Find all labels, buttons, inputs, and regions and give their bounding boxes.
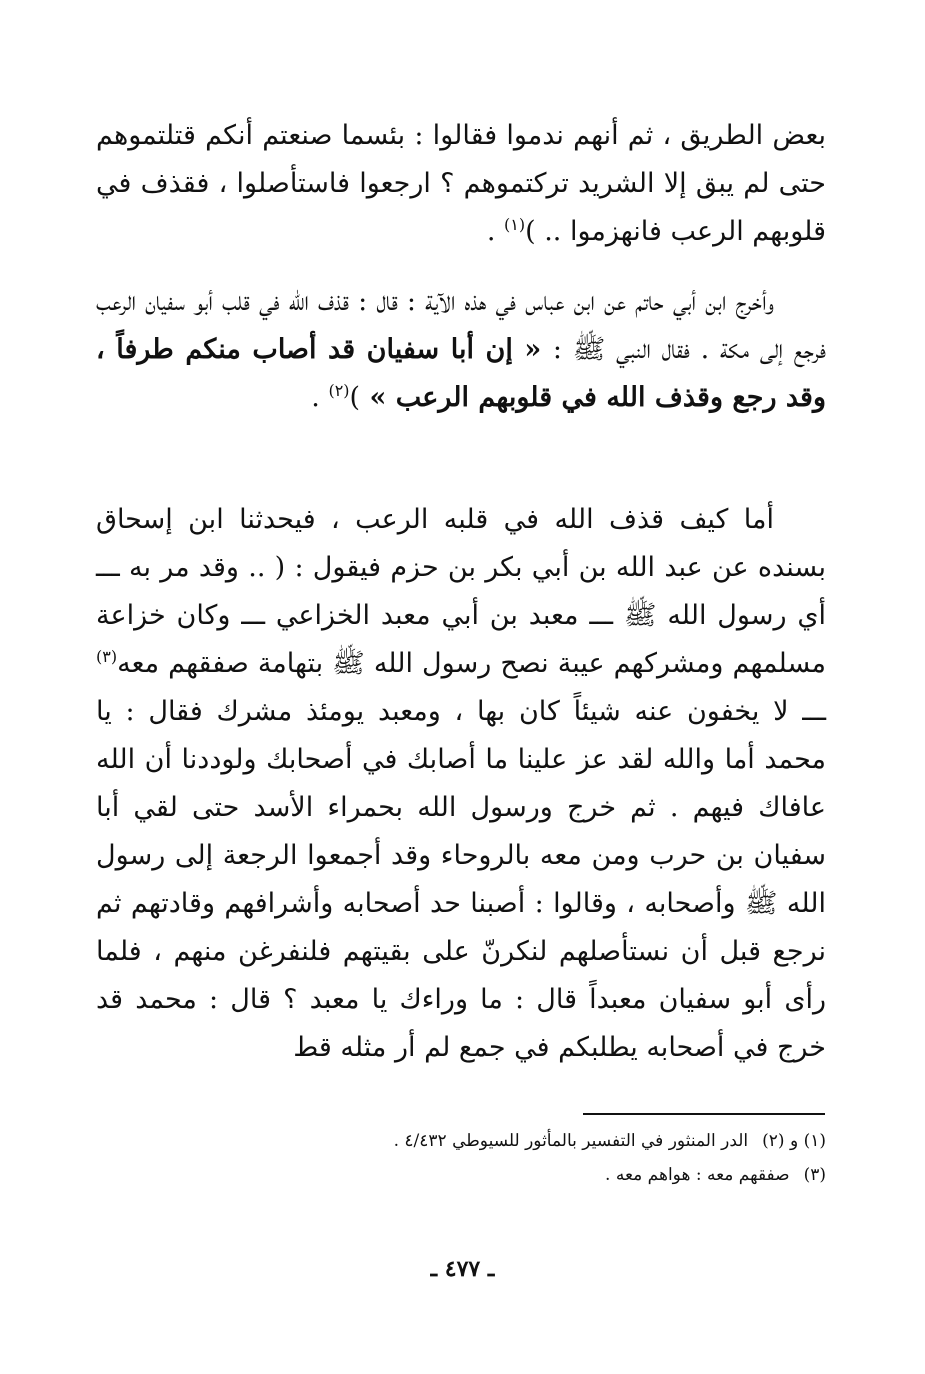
footnote-ref-2: (٢) — [328, 381, 350, 400]
page-number: ـ ٤٧٧ ـ — [430, 1256, 495, 1282]
paragraph-1 — [96, 112, 826, 256]
footnote-ref-3: (٣) — [96, 647, 118, 666]
footnote-2 — [96, 1158, 826, 1192]
footnotes — [96, 1124, 826, 1192]
paragraph-3 — [96, 496, 826, 1072]
paragraph-2 — [96, 278, 826, 422]
paragraph-2-close: ) — [349, 382, 361, 413]
paragraph-3-text-continued: ـــ لا يخفون عنه شيئاً كان بها ، ومعبد يومئذ مشرك فقال : يا محمد أما والله لقد عز علينا ما أصابك في أصحابك ولوددنا أن الله عافاك فيهم . ثم خرج ورسول الله بحمراء الأسد حتى لقي أبا سفيان بن حرب ومن معه بالروحاء وقد أجمعوا الرجعة إلى رسول الله ﷺ وأصحابه ، وقالوا : أصبنا حد أصحابه وأشرافهم وقادتهم ثم نرجع قبل أن نستأصلهم لنكرنّ على بقيتهم فلنفرغن منهم ، فلما رأى أبو سفيان معبداً قال : ما وراءك يا معبد ؟ قال : محمد قد خرج في أصحابه يطلبكم في جمع لم أر مثله قط — [96, 696, 826, 1063]
footnote-divider — [583, 1113, 825, 1115]
paragraph-1-text: بعض الطريق ، ثم أنهم ندموا فقالوا : بئسما صنعتم أنكم قتلتموهم حتى لم يبق إلا الشريد تركتموهم ؟ ارجعوا فاستأصلوا ، فقذف في قلوبهم الرعب فانهزموا .. ) — [96, 120, 826, 247]
paragraph-2-text: وأخرج ابن أبي حاتم عن ابن عباس في هذه الآية : قال : قذف الله في قلب أبو سفيان الرعب فرجع إلى مكة . فقال النبي ﷺ : — [96, 286, 826, 365]
hadith-quote: « إن أبا سفيان قد أصاب منكم طرفاً ، وقد رجع وقذف الله في قلوبهم الرعب » — [96, 334, 826, 413]
footnote-2-text: صفقهم معه : هواهم معه . — [605, 1165, 790, 1185]
footnote-1 — [96, 1124, 826, 1158]
paragraph-2-end: . — [311, 382, 329, 413]
footnote-1-number: (١) و (٢) — [762, 1131, 826, 1151]
paragraph-3-text: أما كيف قذف الله في قلبه الرعب ، فيحدثنا ابن إسحاق بسنده عن عبد الله بن أبي بكر بن حزم فيقول : ( .. وقد مر به ـــ أي رسول الله ﷺ ـــ معبد بن أبي معبد الخزاعي ـــ وكان خزاعة مسلمهم ومشركهم عيبة نصح رسول الله ﷺ بتهامة صفقهم معه — [96, 504, 826, 679]
footnote-1-text: الدر المنثور في التفسير بالمأثور للسيوطي ٤/٤٣٢ . — [393, 1131, 749, 1151]
footnote-2-number: (٣) — [803, 1165, 826, 1185]
footnote-ref-1: (١) — [504, 215, 526, 234]
paragraph-1-end: . — [486, 216, 504, 247]
